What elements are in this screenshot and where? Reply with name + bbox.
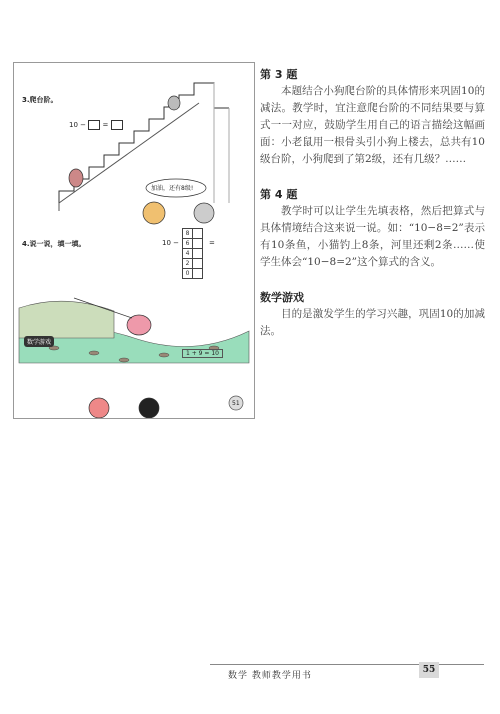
footer-rule bbox=[210, 664, 484, 665]
note-title: 第 4 题 bbox=[260, 188, 298, 201]
note-body: 目的是激发学生的学习兴趣，巩固10的加减法。 bbox=[260, 308, 485, 337]
table-cell: 6 bbox=[183, 239, 193, 249]
mouse-figure bbox=[168, 96, 180, 110]
panel-page-number: 51 bbox=[232, 400, 240, 407]
cat-figure bbox=[127, 315, 151, 335]
table-cell: 4 bbox=[183, 249, 193, 259]
speech-bubble-text: 加油，还有8级! bbox=[151, 185, 194, 192]
note-title: 数学游戏 bbox=[260, 291, 304, 304]
note-4 bbox=[260, 186, 485, 271]
exercise-4-table bbox=[182, 228, 203, 279]
table-cell: 2 bbox=[183, 259, 193, 269]
note-game bbox=[260, 289, 485, 340]
note-body: 教学时可以让学生先填表格，然后把算式与具体情境结合这来说一说。如：“10−8=2”表示有10条鱼，小猫钓上8条，河里还剩2条……使学生体会“10−8=2”这个算式的含义。 bbox=[260, 205, 485, 268]
exercise-3-equation: 10 − = bbox=[69, 120, 123, 130]
game-equation: 1 + 9 = 10 bbox=[182, 349, 223, 358]
kid-figure bbox=[89, 398, 109, 418]
note-body: 本题结合小狗爬台阶的具体情形来巩固10的减法。教学时，宜注意爬台阶的不同结果要与算式一一对应，鼓励学生用自己的语言描绘这幅画面：小老鼠用一根骨头引小狗上楼去，总共有10级台阶，小狗爬到了第2级，还有几级？…… bbox=[260, 85, 485, 165]
equals-sign: = bbox=[209, 239, 215, 247]
table-cell: 8 bbox=[183, 229, 193, 239]
exercise-4-prefix: 10 − bbox=[162, 239, 179, 247]
table-cell: 0 bbox=[183, 269, 193, 279]
dog-figure bbox=[69, 169, 83, 187]
game-badge: 数学游戏 bbox=[24, 336, 54, 347]
note-title: 第 3 题 bbox=[260, 68, 298, 81]
textbook-page-image bbox=[13, 62, 255, 419]
exercise-4-label: 4.说一说，填一填。 bbox=[22, 240, 86, 248]
exercise-3-label: 3.爬台阶。 bbox=[22, 96, 58, 104]
footer-title: 数学 教师教学用书 bbox=[228, 671, 312, 681]
page-number: 55 bbox=[419, 662, 439, 678]
note-3 bbox=[260, 66, 485, 168]
